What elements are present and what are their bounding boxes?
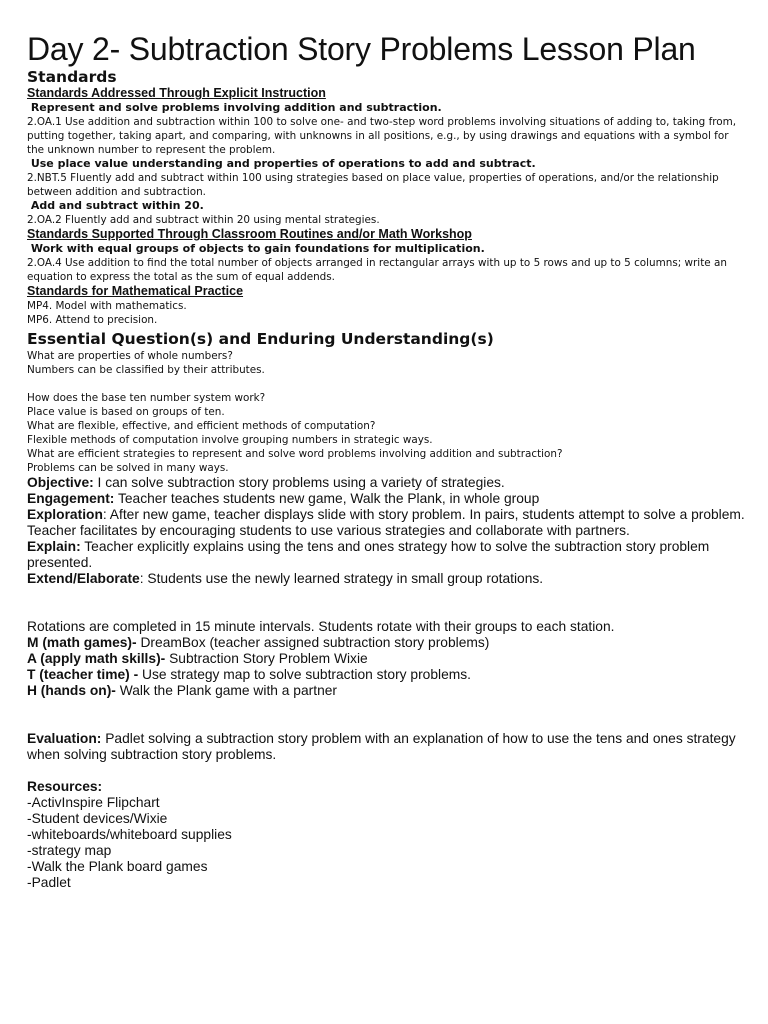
exploration — [27, 507, 745, 539]
rotation-label: A (apply math skills)- — [27, 651, 166, 666]
resource-item: -Walk the Plank board games — [27, 859, 208, 874]
essential-line: What are properties of whole numbers? — [27, 350, 233, 362]
rotations-intro: Rotations are completed in 15 minute intervals. Students rotate with their groups to each station. — [27, 619, 615, 634]
practice-item: MP4. Model with mathematics. — [27, 300, 187, 312]
resources — [27, 779, 745, 795]
rotation-text: Use strategy map to solve subtraction story problems. — [138, 667, 471, 682]
rotation-item — [27, 635, 745, 651]
resource-item: -whiteboards/whiteboard supplies — [27, 827, 232, 842]
resource-item: -Padlet — [27, 875, 71, 890]
page-title: Day 2- Subtraction Story Problems Lesson Plan — [27, 31, 696, 67]
extend-text: : Students use the newly learned strategy in small group rotations. — [139, 571, 544, 586]
essential-line: What are flexible, effective, and efficient methods of computation? — [27, 420, 376, 432]
resource-item: -strategy map — [27, 843, 112, 858]
engagement-text: Teacher teaches students new game, Walk the Plank, in whole group — [114, 491, 540, 506]
cluster-heading: Work with equal groups of objects to gain foundations for multiplication. — [27, 242, 485, 255]
cluster-heading: Use place value understanding and properties of operations to add and subtract. — [27, 157, 536, 170]
objective — [27, 475, 745, 491]
objective-label: Objective: — [27, 475, 94, 490]
math-practice-heading: Standards for Mathematical Practice — [27, 284, 244, 298]
essential-line: What are efficient strategies to represent and solve word problems involving addition and subtraction? — [27, 448, 563, 460]
essential-line: Problems can be solved in many ways. — [27, 462, 229, 474]
rotation-item — [27, 651, 745, 667]
essential-line: How does the base ten number system work? — [27, 392, 266, 404]
standard-text: 2.OA.4 Use addition to find the total number of objects arranged in rectangular arrays with up to 5 rows and up to 5 columns; write an equation to express the total as the sum of equal addends. — [27, 257, 727, 283]
rotation-text: DreamBox (teacher assigned subtraction story problems) — [136, 635, 490, 650]
essential-line: Numbers can be classified by their attributes. — [27, 364, 265, 376]
resource-item: -ActivInspire Flipchart — [27, 795, 160, 810]
essential-line: Place value is based on groups of ten. — [27, 406, 225, 418]
explain-label: Explain: — [27, 539, 81, 554]
evaluation — [27, 731, 745, 763]
evaluation-label: Evaluation: — [27, 731, 102, 746]
extend-label: Extend/Elaborate — [27, 571, 140, 586]
standard-text: 2.NBT.5 Fluently add and subtract within 100 using strategies based on place value, properties of operations, and/or the relationship between addition and subtraction. — [27, 172, 719, 198]
standard-text: 2.OA.2 Fluently add and subtract within 20 using mental strategies. — [27, 214, 380, 226]
objective-text: I can solve subtraction story problems using a variety of strategies. — [93, 475, 505, 490]
standard-text: 2.OA.1 Use addition and subtraction within 100 to solve one- and two-step word problems involving situations of adding to, taking from, putting together, taking apart, and comparing, with unknowns in all positions, e.g., by using drawings and equations with a symbol for the unknown number to represent the problem. — [27, 116, 737, 156]
cluster-heading: Add and subtract within 20. — [27, 199, 204, 212]
exploration-label: Exploration — [27, 507, 103, 522]
standards-heading: Standards — [27, 68, 117, 86]
explain — [27, 539, 745, 571]
rotation-label: T (teacher time) - — [27, 667, 139, 682]
evaluation-text: Padlet solving a subtraction story problem with an explanation of how to use the tens and ones strategy when solving subtraction story problems. — [27, 731, 736, 762]
engagement — [27, 491, 745, 507]
lesson-plan-page — [27, 0, 745, 891]
essential-line: Flexible methods of computation involve grouping numbers in strategic ways. — [27, 434, 433, 446]
cluster-heading: Represent and solve problems involving addition and subtraction. — [27, 101, 442, 114]
rotation-label: H (hands on)- — [27, 683, 116, 698]
explicit-instruction-heading: Standards Addressed Through Explicit Instruction — [27, 86, 326, 100]
practice-item: MP6. Attend to precision. — [27, 314, 158, 326]
exploration-text: : After new game, teacher displays slide with story problem. In pairs, students attempt to solve a problem. Teacher facilitates by encouraging students to use various strategies and collaborate with partners. — [27, 507, 745, 538]
rotation-item — [27, 667, 745, 683]
supported-standards-heading: Standards Supported Through Classroom Routines and/or Math Workshop — [27, 227, 472, 241]
resource-item: -Student devices/Wixie — [27, 811, 168, 826]
essential-questions-heading: Essential Question(s) and Enduring Understanding(s) — [27, 330, 494, 348]
engagement-label: Engagement: — [27, 491, 115, 506]
extend-elaborate — [27, 571, 745, 587]
rotation-item — [27, 683, 745, 699]
resources-heading: Resources: — [27, 779, 103, 794]
rotation-label: M (math games)- — [27, 635, 137, 650]
rotation-text: Subtraction Story Problem Wixie — [165, 651, 368, 666]
rotation-text: Walk the Plank game with a partner — [115, 683, 338, 698]
explain-text: Teacher explicitly explains using the tens and ones strategy how to solve the subtraction story problem presented. — [27, 539, 710, 570]
